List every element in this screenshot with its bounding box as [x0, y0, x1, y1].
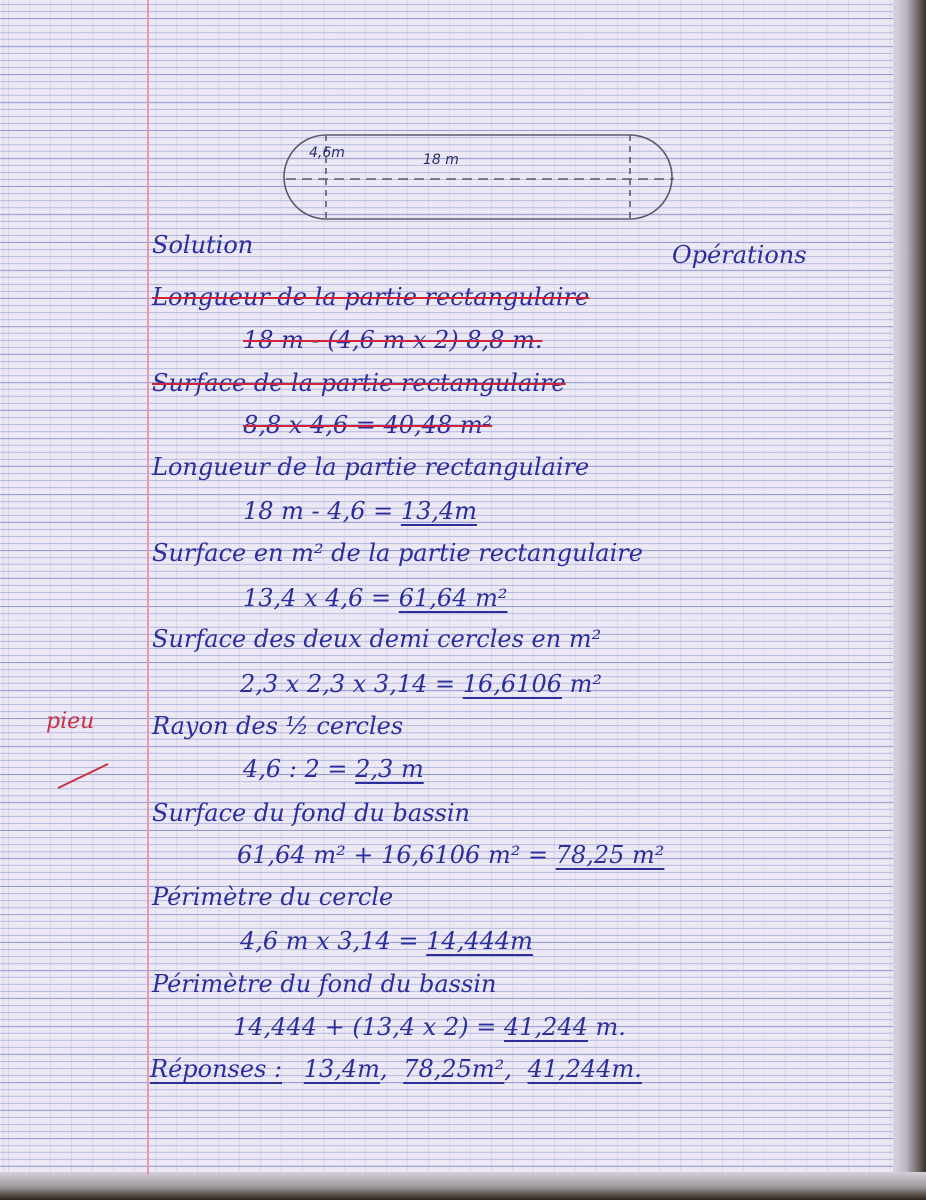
surface-rect-result: 61,64 m² [398, 584, 508, 612]
line-semicircles-heading: Surface des deux demi cercles en m² [152, 625, 602, 653]
struck-line-4: 8,8 x 4,6 = 40,48 m² [243, 411, 493, 439]
line-length-heading: Longueur de la partie rectangulaire [152, 453, 590, 481]
struck-line-3: Surface de la partie rectangulaire [152, 369, 566, 397]
length-operation: 18 m - 4,6 = [243, 497, 401, 525]
struck-line-1: Longueur de la partie rectangulaire [152, 283, 590, 311]
page-bottom-shadow [0, 1172, 926, 1200]
perimeter-pool-operation: 14,444 + (13,4 x 2) = [233, 1013, 504, 1041]
semicircles-operation: 2,3 x 2,3 x 3,14 = [240, 670, 463, 698]
line-radius-heading: Rayon des ½ cercles [152, 712, 404, 740]
line-perimeter-pool-calc [233, 1015, 626, 1039]
margin-line [147, 0, 149, 1175]
line-radius-calc [243, 757, 424, 781]
answer-perimeter: 41,244m. [527, 1055, 642, 1083]
margin-annotation: pieu [46, 709, 95, 734]
perimeter-pool-result: 41,244 [503, 1013, 588, 1041]
line-length-calc [243, 499, 477, 523]
line-pool-floor-calc [237, 843, 664, 867]
length-result: 13,4m [400, 497, 478, 525]
answers-label: Réponses : [150, 1055, 283, 1083]
pool-diagram [282, 128, 682, 224]
diagram-length-label: 18 m [423, 152, 459, 168]
struck-line-2: 18 m - (4,6 m x 2) 8,8 m. [243, 326, 543, 354]
radius-operation: 4,6 : 2 = [243, 755, 356, 783]
line-perimeter-circle-calc [240, 929, 533, 953]
line-surface-rect-calc [243, 586, 507, 610]
line-semicircles-calc [240, 672, 602, 696]
answer-length: 13,4m [303, 1055, 380, 1083]
diagram-width-label: 4,6m [309, 145, 345, 161]
page-edge-shadow [893, 0, 926, 1200]
line-perimeter-circle-heading: Périmètre du cercle [152, 883, 394, 911]
perimeter-pool-unit: m. [587, 1013, 626, 1041]
answer-surface: 78,25m² [403, 1055, 505, 1083]
surface-rect-operation: 13,4 x 4,6 = [243, 584, 399, 612]
perimeter-circle-result: 14,444m [426, 927, 533, 955]
operations-heading: Opérations [672, 241, 807, 269]
semicircles-result: 16,6106 [462, 670, 562, 698]
solution-heading: Solution [152, 231, 254, 259]
semicircles-unit: m² [561, 670, 602, 698]
answers-line: Réponses : 13,4m, 78,25m², 41,244m. [150, 1055, 642, 1083]
radius-result: 2,3 m [355, 755, 424, 783]
pool-floor-result: 78,25 m² [555, 841, 665, 869]
perimeter-circle-operation: 4,6 m x 3,14 = [240, 927, 427, 955]
margin-check-mark [56, 760, 111, 792]
line-surface-rect-heading: Surface en m² de la partie rectangulaire [152, 539, 643, 567]
pool-floor-operation: 61,64 m² + 16,6106 m² = [237, 841, 556, 869]
line-pool-floor-heading: Surface du fond du bassin [152, 799, 470, 827]
line-perimeter-pool-heading: Périmètre du fond du bassin [152, 970, 497, 998]
